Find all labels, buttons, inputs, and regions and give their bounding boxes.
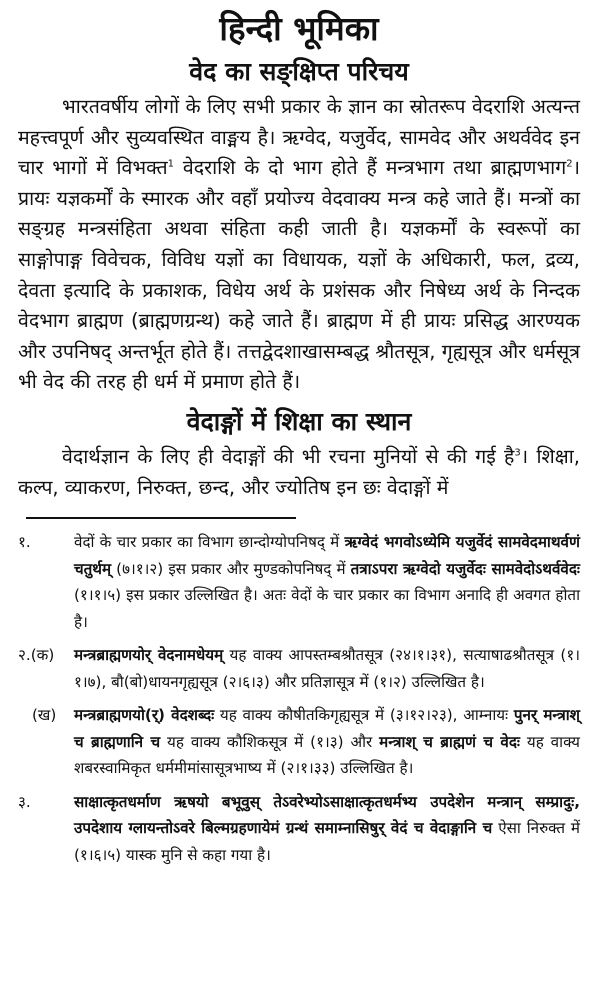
- text-span: यह वाक्य आपस्तम्बश्रौतसूत्र (२४।१।३१), सत्याषाढश्रौतसूत्र (१।१।७), बौ(बो)धायनगृह्यसूत्र (२।६।३) और प्रतिज्ञासूत्र में (१।२) उल्लिखित है।: [74, 646, 580, 691]
- footnote-2b: [18, 702, 580, 782]
- text-span: (७।१।२) इस प्रकार और मुण्डकोपनिषद् में: [111, 559, 351, 578]
- footnote-1: [18, 529, 580, 635]
- text-span: वेदों के चार प्रकार का विभाग छान्दोग्योपनिषद् में: [74, 533, 345, 552]
- paragraph-veda-intro: [18, 92, 580, 398]
- footnote-list: [18, 529, 580, 868]
- footnote-3: [18, 789, 580, 869]
- quote-bold: मन्त्रब्राह्मणयोर् वेदनामधेयम्: [74, 646, 224, 665]
- text-span: यह वाक्य कौषीतकिगृह्यसूत्र में (३।१२।२३),: [214, 706, 464, 725]
- footnote-ref-2: 2: [566, 158, 573, 170]
- text-span: । शिक्षा, कल्प, व्याकरण, निरुक्त, छन्द, और ज्योतिष इन छः वेदाङ्गों में: [18, 444, 580, 499]
- paragraph-shiksha: [18, 442, 580, 503]
- quote-bold: मन्त्रब्राह्मणयो(र्) वेदशब्दः: [74, 706, 215, 725]
- footnote-body: [74, 789, 580, 869]
- footnote-ref-1: 1: [167, 158, 175, 170]
- text-span: यह वाक्य शबरस्वामिकृत धर्ममीमांसासूत्रभाष्य में (२।१।३३) उल्लिखित है।: [74, 732, 580, 778]
- text-span: यह वाक्य कौशिकसूत्र में (१।३) और: [160, 732, 380, 751]
- footnote-marker: (ख): [32, 706, 57, 725]
- footnote-divider: [26, 517, 296, 519]
- text-span: (१।१।५) इस प्रकार उल्लिखित है। अतः वेदों के चार प्रकार का विभाग अनादि ही अवगत होता है।: [74, 586, 580, 631]
- section-heading-shiksha: वेदाङ्गों में शिक्षा का स्थान: [186, 406, 412, 436]
- page-title: हिन्दी भूमिका: [219, 9, 379, 48]
- section-heading-veda-intro: वेद का सङ्क्षिप्त परिचय: [189, 57, 409, 86]
- text-span: । प्रायः यज्ञकर्मों के स्मारक और वहाँ प्रयोज्य वेदवाक्य मन्त्र कहे जाते हैं। मन्त्रों का सङ्ग्रह मन्त्रसंहिता अथवा संहिता कही जाती है। यज्ञकर्मों के स्वरूपों का साङ्गोपाङ्ग विवेचक, विविध यज्ञों का विधायक, यज्ञों के अधिकारी, फल, द्रव्य, देवता इत्यादि के प्रकाशक, विधेय अर्थ के प्रशंसक और निषेध्य अर्थ के निन्दक वेदभाग ब्राह्मण (ब्राह्मणग्रन्थ) कहे जाते हैं। ब्राह्मण में ही प्रायः प्रसिद्ध आरण्यक और उपनिषद् अन्तर्भूत होते हैं। तत्तद्वेदशाखासम्बद्ध श्रौतसूत्र, गृह्यसूत्र और धर्मसूत्र भी वेद की तरह ही धर्म में प्रमाण होते हैं।: [18, 156, 580, 394]
- text-span: भारतवर्षीय लोगों के लिए सभी प्रकार के ज्ञान का स्रोतरूप वेदराशि अत्यन्त महत्त्वपूर्ण और सुव्यवस्थित वाङ्मय है। ऋग्वेद, यजुर्वेद, सामवेद और अथर्ववेद इन चार भागों में विभक्त: [18, 95, 580, 180]
- footnote-body: [74, 702, 580, 782]
- text-span: वेदार्थज्ञान के लिए ही वेदाङ्गों की भी रचना मुनियों से की गई है: [62, 444, 515, 468]
- text-span: वेदराशि के दो भाग होते हैं मन्त्रभाग तथा ब्राह्मणभाग: [174, 156, 567, 180]
- quote-bold: पुनर् मन्त्राश् च ब्राह्मणानि च: [74, 706, 580, 751]
- text-span: आम्नायः: [463, 706, 514, 725]
- footnote-body: [74, 529, 580, 635]
- footnote-marker: १.: [18, 533, 31, 552]
- text-span: ऐसा निरुक्त में (१।६।५) यास्क मुनि से कहा गया है।: [74, 819, 580, 864]
- footnote-marker: २.(क): [18, 646, 55, 665]
- quote-bold: मन्त्राश् च ब्राह्मणं च वेदः: [379, 732, 520, 751]
- footnote-marker: ३.: [18, 792, 31, 811]
- footnote-body: [74, 642, 580, 695]
- quote-bold: ऋग्वेदं भगवोऽध्येमि यजुर्वेदं सामवेदमाथर्वणं चतुर्थम्: [74, 533, 580, 578]
- footnote-ref-3: 3: [514, 447, 521, 459]
- footnote-2a: [18, 642, 580, 695]
- quote-bold: तत्राऽपरा ऋग्वेदो यजुर्वेदः सामवेदोऽथर्ववेदः: [350, 559, 580, 578]
- quote-bold: साक्षात्कृतधर्माण ऋषयो बभूवुस् तेऽवरेभ्योऽसाक्षात्कृतधर्मभ्य उपदेशेन मन्त्रान् सम्प्रादुः, उपदेशाय ग्लायन्तोऽवरे बिल्मग्रहणायेमं ग्रन्थं समाम्नासिषुर् वेदं च वेदाङ्गानि च: [74, 792, 580, 838]
